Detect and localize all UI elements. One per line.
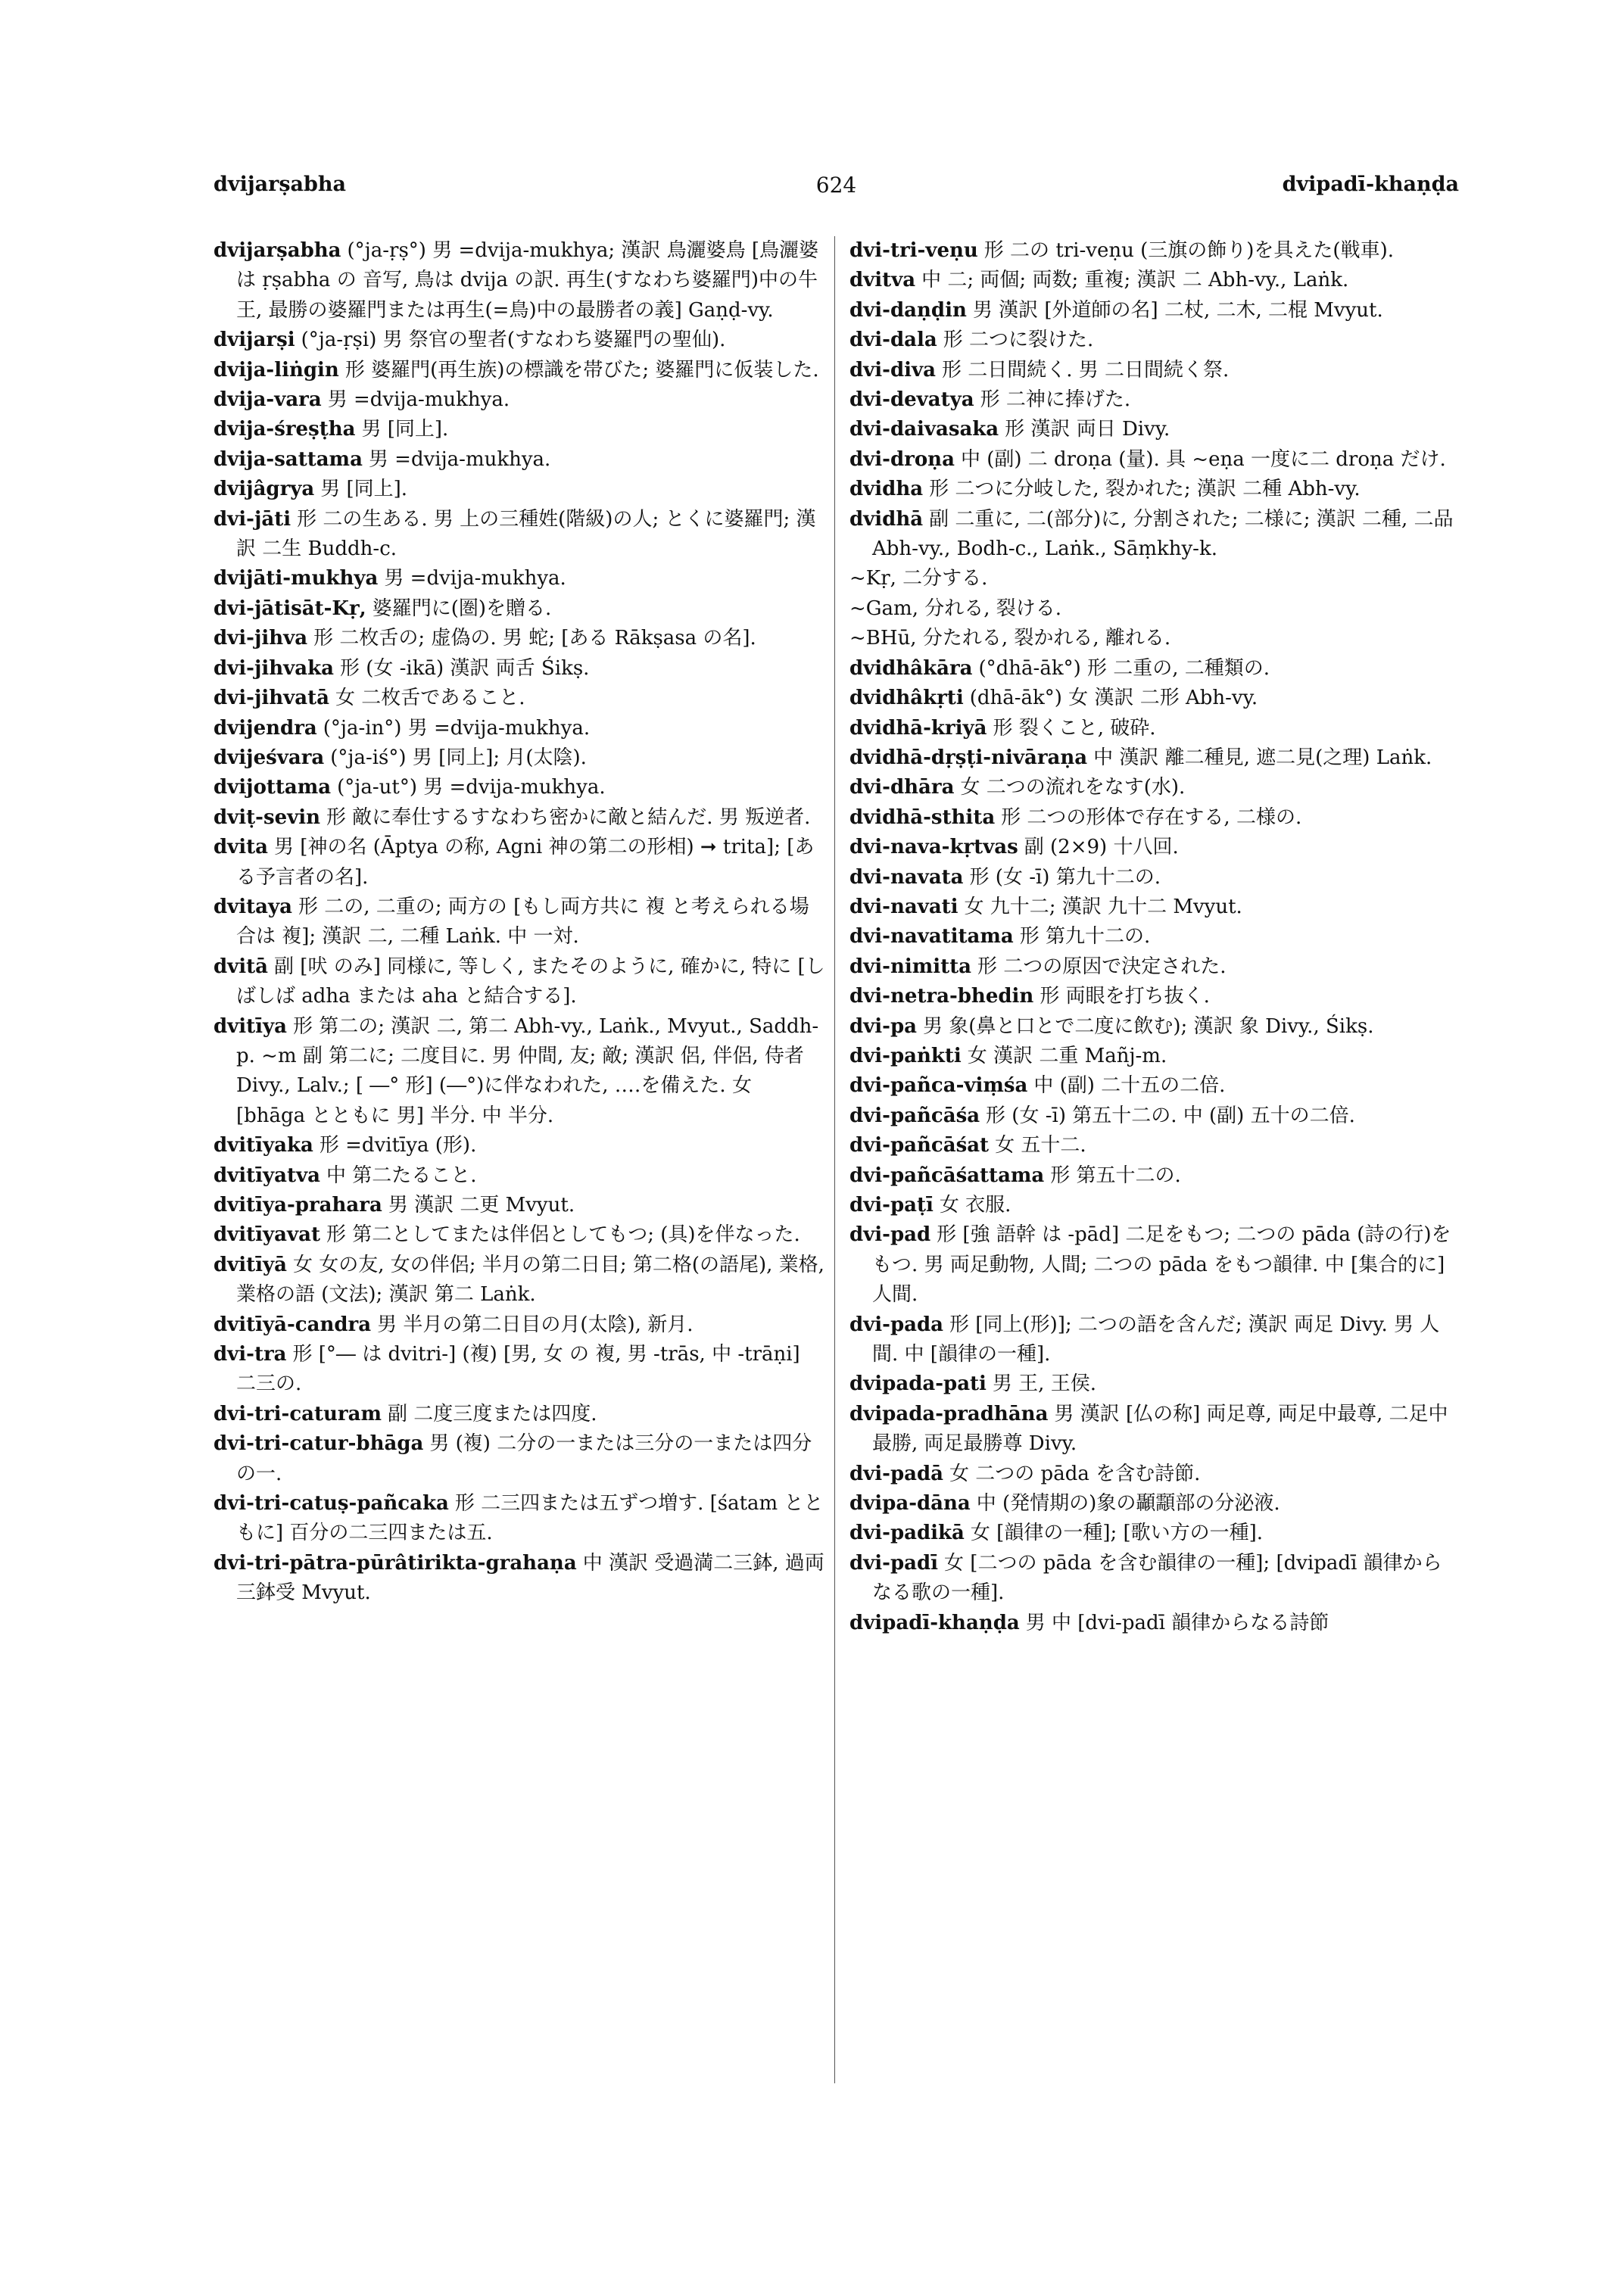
entry-definition: 中 第二たること.	[326, 1164, 477, 1187]
dictionary-entry	[214, 803, 825, 833]
entry-definition: 形 敵に奉仕するすなわち密かに敵と結んだ. 男 叛逆者.	[326, 805, 811, 829]
entry-headword: dvidha	[849, 478, 924, 501]
entry-definition: 男 漢訳 [仏の称] 両足尊, 両足中最尊, 二足中最勝, 両足最勝尊 Divy.	[872, 1402, 1448, 1456]
entry-definition: 形 [強 語幹 は -pād] 二足をもつ; 二つの pāda (詩の行)をもつ. 男 両足動物, 人間; 二つの pāda をもつ韻律. 中 [集合的に] 人間.	[872, 1223, 1451, 1307]
dictionary-entry	[849, 445, 1461, 475]
entry-headword: dvi-dala	[849, 329, 937, 352]
dictionary-entry	[214, 1400, 825, 1429]
entry-definition: 形 二日間続く. 男 二日間続く祭.	[941, 358, 1230, 382]
entry-definition: 中 漢訳 離二種見, 遮二見(之理) Laṅk.	[1093, 746, 1432, 769]
dictionary-entry	[849, 475, 1461, 504]
dictionary-entry	[214, 684, 825, 713]
entry-headword: dvi-navata	[849, 865, 964, 889]
dictionary-entry	[849, 1191, 1461, 1220]
dictionary-entry	[214, 475, 825, 504]
dictionary-entry	[849, 1460, 1461, 1489]
entry-definition: 形 二の生ある. 男 上の三種姓(階級)の人; とくに婆羅門; 漢訳 二生 Buddh-c.	[236, 507, 816, 561]
entry-definition: 女 [二つの pāda を含む韻律の一種]; [dvipadī 韻律からなる歌の一種].	[872, 1551, 1442, 1605]
entry-headword: dvipada-pati	[849, 1372, 987, 1396]
entry-headword: dvi-nava-kṛtvas	[849, 836, 1018, 859]
page-number: 624	[815, 173, 857, 198]
dictionary-entry	[214, 505, 825, 565]
entry-headword: dvitīyā-candra	[214, 1313, 372, 1336]
entry-definition: 女 五十二.	[995, 1134, 1086, 1157]
entry-headword: dvija-śreṣṭha	[214, 418, 356, 441]
entry-headword: dvidhâkāra	[849, 656, 973, 680]
entry-headword: dvijarṣabha	[214, 239, 341, 262]
dictionary-entry	[214, 1131, 825, 1161]
entry-definition: 形 [°― は dvitri-] (複) [男, 女 の 複, 男 -trās, 中 -trāṇi] 二三の.	[236, 1343, 800, 1396]
entry-definition: 形 二の tri-veṇu (三旗の飾り)を具えた(戦車).	[983, 239, 1394, 262]
entry-headword: dvija-sattama	[214, 447, 363, 471]
entry-definition: 女 漢訳 二重 Mañj-m.	[967, 1044, 1167, 1067]
dictionary-entry	[214, 326, 825, 355]
dictionary-entry	[849, 1549, 1461, 1609]
dictionary-entry	[849, 654, 1461, 684]
entry-headword: dvipa-dāna	[849, 1492, 971, 1516]
entry-headword: dvi-pañcāśa	[849, 1104, 980, 1127]
dictionary-entry	[214, 564, 825, 594]
entry-definition: 女 衣服.	[939, 1194, 1011, 1217]
entry-headword: dvi-navatitama	[849, 925, 1014, 949]
entry-headword: dvi-pada	[849, 1313, 944, 1336]
entry-headword: dvi-padī	[849, 1551, 939, 1575]
entry-definition: 男 [同上].	[361, 418, 449, 441]
entry-headword: dvitva	[849, 269, 916, 292]
entry-headword: dvija-liṅgin	[214, 358, 339, 382]
entry-headword: dvidhâkṛti	[849, 687, 964, 710]
entry-headword: dvi-jihvaka	[214, 656, 334, 680]
dictionary-entry	[849, 296, 1461, 326]
entry-definition: 男 =dvija-mukhya.	[327, 388, 510, 412]
entry-headword: dvi-devatya	[849, 388, 974, 412]
entry-headword: dvijeśvara	[214, 746, 325, 769]
entry-headword: dvi-droṇa	[849, 447, 955, 471]
dictionary-entry	[214, 654, 825, 684]
dictionary-entry	[849, 1012, 1461, 1042]
entry-definition: 形 二つに分岐した, 裂かれた; 漢訳 二種 Abh-vy.	[929, 478, 1361, 501]
entry-definition: 中 漢訳 受過満二三鉢, 過両三鉢受 Mvyut.	[236, 1551, 824, 1605]
entry-headword: dvitaya	[214, 895, 292, 918]
entry-definition: (°dhā-āk°) 形 二重の, 二種類の.	[978, 656, 1270, 680]
dictionary-entry	[849, 1101, 1461, 1131]
entry-headword: dvidhā	[849, 507, 924, 531]
dictionary-entry	[849, 415, 1461, 444]
dictionary-entry	[849, 385, 1461, 415]
entry-definition: (°ja-ut°) 男 =dvija-mukhya.	[337, 776, 606, 799]
entry-headword: dvipadī-khaṇḍa	[849, 1611, 1020, 1634]
entry-definition: 婆羅門に(圏)を贈る.	[372, 597, 552, 620]
entry-definition: 形 =dvitīya (形).	[319, 1134, 477, 1157]
dictionary-entry	[214, 1161, 825, 1191]
dictionary-entry	[849, 743, 1461, 773]
entry-definition: 副 二重に, 二(部分)に, 分割された; 二様に; 漢訳 二種, 二品 Abh-vy., Bodh-c., Laṅk., Sāṃkhy-k.	[872, 507, 1454, 561]
entry-headword: dvijendra	[214, 716, 317, 740]
dictionary-entry	[849, 1609, 1461, 1638]
entry-definition: 形 (女 -ī) 第九十二の.	[969, 865, 1161, 889]
entry-headword: dvi-tri-veṇu	[849, 239, 978, 262]
entry-definition: 女 [韻律の一種]; [歌い方の一種].	[970, 1522, 1264, 1545]
entry-definition: 中 (発情期の)象の顳顬部の分泌液.	[976, 1492, 1280, 1516]
entry-headword: dvidhā-sthita	[849, 805, 996, 829]
dictionary-entry	[214, 236, 825, 326]
entry-definition: 女 二つの pāda を含む詩節.	[949, 1462, 1201, 1485]
dictionary-entry	[214, 714, 825, 743]
entry-definition: 中 (副) 二十五の二倍.	[1033, 1074, 1226, 1098]
entry-headword: dvi-jātisāt-Kṛ,	[214, 597, 366, 620]
entry-headword: dvi-jāti	[214, 507, 291, 531]
dictionary-entry	[214, 594, 825, 624]
entry-definition: 副 二度三度または四度.	[387, 1402, 597, 1425]
dictionary-entry	[214, 773, 825, 802]
entry-headword: dvi-daṇḍin	[849, 298, 967, 322]
entry-definition: (dhā-āk°) 女 漢訳 二形 Abh-vy.	[969, 687, 1258, 710]
entry-definition: 形 第二としてまたは伴侶としてもつ; (具)を伴なった.	[326, 1223, 800, 1247]
dictionary-entry	[849, 1369, 1461, 1399]
entry-definition: 男 [同上].	[320, 478, 408, 501]
column-divider	[834, 236, 835, 2083]
entry-headword: dvijāti-mukhya	[214, 567, 379, 590]
entry-headword: dvi-paṭī	[849, 1194, 934, 1217]
entry-headword: dvi-pañca-viṃśa	[849, 1074, 1028, 1098]
dictionary-entry	[849, 1519, 1461, 1548]
entry-headword: dvitīyaka	[214, 1134, 313, 1157]
dictionary-entry	[214, 1429, 825, 1489]
dictionary-entry	[849, 564, 1461, 594]
entry-definition: 形 第九十二の.	[1019, 925, 1151, 949]
entry-headword: dvitīya	[214, 1014, 288, 1038]
entry-headword: dvijâgrya	[214, 478, 315, 501]
entry-definition: 女 女の友, 女の伴侶; 半月の第二日目; 第二格(の語尾), 業格, 業格の語 (文法); 漢訳 第二 Laṅk.	[236, 1253, 824, 1307]
entry-headword: dvitīyā	[214, 1253, 288, 1276]
entry-definition: 形 [同上(形)]; 二つの語を含んだ; 漢訳 両足 Divy. 男 人間. 中 [韻律の一種].	[872, 1313, 1440, 1366]
dictionary-entry	[849, 236, 1461, 266]
dictionary-entry	[214, 1191, 825, 1220]
entry-definition: ~BHū, 分たれる, 裂かれる, 離れる.	[849, 627, 1171, 650]
entry-headword: dvi-navati	[849, 895, 959, 918]
entry-definition: ~Kṛ, 二分する.	[849, 567, 988, 590]
dictionary-entry	[849, 714, 1461, 743]
dictionary-entry	[849, 833, 1461, 862]
guide-word-right: dvipadī-khaṇḍa	[1282, 173, 1459, 196]
entry-definition: 男 [神の名 (Āptya の称, Agni 神の第二の形相) ➞ trita]; [ある予言者の名].	[236, 836, 815, 889]
dictionary-entry	[849, 982, 1461, 1011]
entry-definition: 男 王, 王侯.	[992, 1372, 1096, 1396]
entry-definition: 男 象(鼻と口とで二度に飲む); 漢訳 象 Divy., Śikṣ.	[922, 1014, 1374, 1038]
entry-headword: dvi-paṅkti	[849, 1044, 962, 1067]
dictionary-entry	[214, 1340, 825, 1400]
entry-definition: 形 (女 -ī) 第五十二の. 中 (副) 五十の二倍.	[986, 1104, 1355, 1127]
entry-definition: 男 半月の第二日目の月(太陰), 新月.	[377, 1313, 694, 1336]
dictionary-entry	[849, 1131, 1461, 1161]
dictionary-entry	[214, 1489, 825, 1549]
dictionary-entry	[849, 266, 1461, 295]
entry-definition: 副 (2×9) 十八回.	[1024, 836, 1179, 859]
entry-headword: dvi-nimitta	[849, 955, 971, 978]
entry-definition: 男 漢訳 二更 Mvyut.	[388, 1194, 575, 1217]
guide-word-left: dvijarṣabha	[214, 173, 347, 196]
dictionary-entry	[849, 624, 1461, 653]
entry-headword: dvita	[214, 836, 269, 859]
entry-headword: dvi-diva	[849, 358, 936, 382]
entry-headword: dvi-tra	[214, 1343, 287, 1366]
entry-definition: 形 二三四または五ずつ増す. [śatam とともに] 百分の二三四または五.	[236, 1492, 824, 1545]
dictionary-entry	[849, 863, 1461, 893]
dictionary-entry	[849, 1071, 1461, 1101]
entry-definition: 中 二; 両個; 両数; 重複; 漢訳 二 Abh-vy., Laṅk.	[921, 269, 1349, 292]
entry-definition: 女 二つの流れをなす(水).	[960, 776, 1186, 799]
right-column	[849, 236, 1461, 1638]
dictionary-entry	[849, 773, 1461, 802]
dictionary-entry	[214, 356, 825, 385]
dictionary-entry	[849, 1400, 1461, 1460]
entry-headword: dvi-pa	[849, 1014, 917, 1038]
entry-definition: (°ja-ṛṣ°) 男 =dvija-mukhya; 漢訳 鳥灑婆鳥 [鳥灑婆は ṛṣabha の 音写, 鳥は dvija の訳. 再生(すなわち婆羅門)中の牛王, 最勝の婆羅門または再生(=鳥)中の最勝者の義] Gaṇḍ-vy.	[236, 239, 819, 322]
entry-definition: 形 二つに裂けた.	[943, 329, 1094, 352]
entry-definition: 男 中 [dvi-padī 韻律からなる詩節	[1025, 1611, 1329, 1634]
dictionary-entry	[849, 952, 1461, 982]
entry-headword: dvi-netra-bhedin	[849, 985, 1034, 1008]
dictionary-entry	[214, 1012, 825, 1132]
dictionary-entry	[849, 803, 1461, 833]
entry-definition: 男 (複) 二分の一または三分の一または四分の一.	[236, 1432, 812, 1485]
entry-definition: 形 二枚舌の; 虚偽の. 男 蛇; [ある Rākṣasa の名].	[313, 627, 756, 650]
dictionary-entry	[214, 385, 825, 415]
dictionary-entry	[214, 415, 825, 444]
dictionary-entry	[849, 1489, 1461, 1519]
entry-headword: dvi-pañcāśattama	[849, 1164, 1045, 1187]
dictionary-entry	[214, 624, 825, 653]
entry-headword: dvi-tri-catuṣ-pañcaka	[214, 1492, 449, 1516]
entry-headword: dvi-tri-catur-bhāga	[214, 1432, 424, 1456]
entry-definition: 形 二の, 二重の; 両方の [もし両方共に 複 と考えられる場合は 複]; 漢訳 二, 二種 Laṅk. 中 一対.	[236, 895, 809, 949]
entry-definition: 形 両眼を打ち抜く.	[1040, 985, 1210, 1008]
dictionary-entry	[849, 1220, 1461, 1310]
dictionary-entry	[214, 743, 825, 773]
dictionary-entry	[214, 1220, 825, 1250]
entry-headword: dvi-daivasaka	[849, 418, 999, 441]
entry-headword: dvitīyavat	[214, 1223, 320, 1247]
dictionary-entry	[214, 445, 825, 475]
dictionary-entry	[214, 1549, 825, 1609]
entry-definition: ~Gam, 分れる, 裂ける.	[849, 597, 1062, 620]
dictionary-entry	[214, 893, 825, 952]
dictionary-entry	[849, 594, 1461, 624]
entry-definition: 中 (副) 二 droṇa (量). 具 ~eṇa 一度に二 droṇa だけ.	[960, 447, 1446, 471]
entry-headword: dvi-padikā	[849, 1522, 965, 1545]
entry-headword: dvijarṣi	[214, 329, 295, 352]
entry-headword: dvitā	[214, 955, 269, 978]
entry-definition: 形 裂くこと, 破砕.	[993, 716, 1156, 740]
entry-definition: 副 [吠 のみ] 同様に, 等しく, またそのように, 確かに, 特に [しばしば adha または aha と結合する].	[236, 955, 825, 1008]
entry-headword: dvi-jihva	[214, 627, 308, 650]
entry-headword: dvi-pañcāśat	[849, 1134, 990, 1157]
entry-headword: dvi-dhāra	[849, 776, 955, 799]
entry-headword: dvi-pad	[849, 1223, 931, 1247]
entry-definition: 形 (女 -ikā) 漢訳 両舌 Śikṣ.	[339, 656, 590, 680]
entry-headword: dvi-jihvatā	[214, 687, 329, 710]
entry-definition: (°ja-iś°) 男 [同上]; 月(太陰).	[330, 746, 587, 769]
dictionary-entry	[214, 1310, 825, 1340]
running-head	[214, 173, 1459, 203]
entry-definition: 形 第二の; 漢訳 二, 第二 Abh-vy., Laṅk., Mvyut., Saddh-p. ~m 副 第二に; 二度目に. 男 仲間, 友; 敵; 漢訳 侶, 伴侶, 侍者 Divy., Lalv.; [ ―° 形] (―°)に伴なわれた, ‥‥を備えた. 女 [bhāga とともに 男] 半分. 中 半分.	[236, 1014, 819, 1127]
dictionary-entry	[849, 684, 1461, 713]
entry-definition: 形 第五十二の.	[1050, 1164, 1181, 1187]
dictionary-entry	[214, 833, 825, 893]
entry-definition: 形 二つの原因で決定された.	[977, 955, 1227, 978]
entry-headword: dvi-tri-pātra-pūrâtirikta-grahaṇa	[214, 1551, 577, 1575]
dictionary-entry	[849, 356, 1461, 385]
dictionary-entry	[214, 1251, 825, 1310]
entry-headword: dvidhā-dṛṣṭi-nivāraṇa	[849, 746, 1088, 769]
entry-definition: 男 漢訳 [外道師の名] 二杖, 二木, 二棍 Mvyut.	[972, 298, 1383, 322]
dictionary-entry	[849, 922, 1461, 952]
entry-definition: 女 二枚舌であること.	[335, 687, 525, 710]
entry-definition: 女 九十二; 漢訳 九十二 Mvyut.	[964, 895, 1242, 918]
entry-headword: dviṭ-sevin	[214, 805, 321, 829]
entry-definition: (°ja-ṛṣi) 男 祭官の聖者(すなわち婆羅門の聖仙).	[301, 329, 726, 352]
dictionary-entry	[849, 1161, 1461, 1191]
entry-definition: 形 婆羅門(再生族)の標識を帯びた; 婆羅門に仮装した.	[344, 358, 819, 382]
entry-headword: dvitīya-prahara	[214, 1194, 382, 1217]
left-column	[214, 236, 825, 1609]
entry-headword: dvija-vara	[214, 388, 322, 412]
entry-headword: dvijottama	[214, 776, 332, 799]
entry-definition: 男 =dvija-mukhya.	[368, 447, 551, 471]
entry-headword: dvitīyatva	[214, 1164, 320, 1187]
entry-definition: 男 =dvija-mukhya.	[384, 567, 566, 590]
entry-definition: (°ja-in°) 男 =dvija-mukhya.	[323, 716, 591, 740]
dictionary-entry	[849, 1310, 1461, 1370]
dictionary-entry	[849, 1042, 1461, 1071]
entry-headword: dvi-padā	[849, 1462, 944, 1485]
dictionary-entry	[849, 505, 1461, 565]
entry-headword: dvi-tri-caturam	[214, 1402, 382, 1425]
dictionary-entry	[849, 893, 1461, 922]
dictionary-entry	[214, 952, 825, 1012]
entry-definition: 形 漢訳 両日 Divy.	[1005, 418, 1170, 441]
entry-definition: 形 二つの形体で存在する, 二様の.	[1001, 805, 1302, 829]
entry-headword: dvidhā-kriyā	[849, 716, 987, 740]
entry-headword: dvipada-pradhāna	[849, 1402, 1049, 1425]
dictionary-entry	[849, 326, 1461, 355]
entry-definition: 形 二神に捧げた.	[980, 388, 1131, 412]
